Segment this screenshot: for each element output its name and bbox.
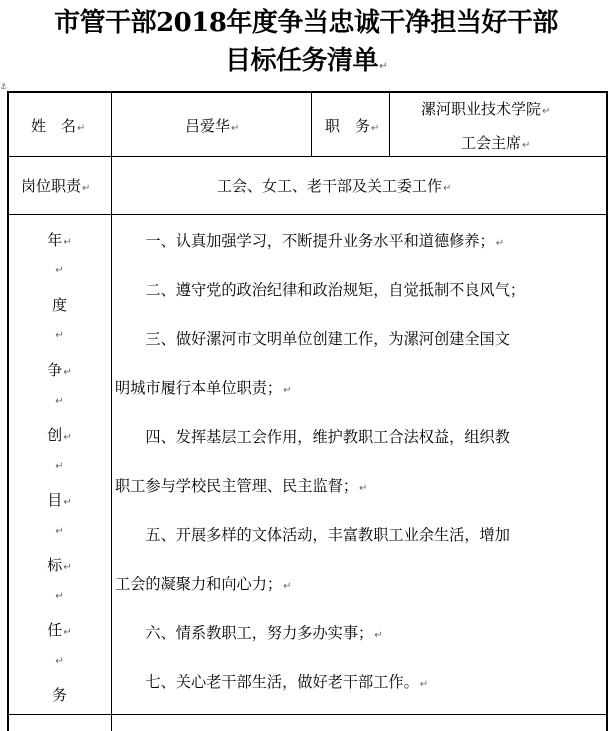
goal-item-2: 二、遵守党的政治纪律和政治规矩，自觉抵制不良风气； xyxy=(145,281,526,299)
position-label-cell xyxy=(325,115,379,136)
row-divider-2 xyxy=(7,214,608,215)
paragraph-mark-icon: ↵ xyxy=(55,265,64,276)
duty-value: 工会、女工、老干部及关工委工作 xyxy=(217,177,443,195)
column-divider-position xyxy=(389,91,390,156)
paragraph-mark-icon: ↵ xyxy=(55,461,64,472)
table-border-top xyxy=(7,91,608,93)
goals-label-char-5: 目↵ xyxy=(47,491,72,509)
row-divider-1 xyxy=(7,156,608,157)
task-table xyxy=(7,91,608,731)
paragraph-mark-icon: ↵ xyxy=(379,61,387,72)
anchor-mark-icon: ⚓ xyxy=(0,82,8,91)
paragraph-mark-icon: ↵ xyxy=(55,396,64,407)
goal-item-5-line2: 工会的凝聚力和向心力；↵ xyxy=(115,575,292,593)
duty-label: 岗位职责 xyxy=(21,177,82,195)
paragraph-mark-icon: ↵ xyxy=(55,656,64,667)
title-line1-text: 市管干部2018年度争当忠诚干净担当好干部 xyxy=(54,8,558,38)
position-label: 职 务 xyxy=(325,117,371,135)
paragraph-mark-icon: ↵ xyxy=(231,123,240,134)
duty-value-cell xyxy=(217,175,451,196)
document-title-line2 xyxy=(0,40,612,77)
goals-label-char-7: 任↵ xyxy=(47,621,72,639)
row-divider-3 xyxy=(7,714,608,715)
title-line2-text: 目标任务清单 xyxy=(225,46,379,76)
goals-label-char-1: 年↵ xyxy=(47,231,72,249)
goal-item-3-line1: 三、做好漯河市文明单位创建工作，为漯河创建全国文 xyxy=(145,330,510,348)
goal-item-6: 六、情系教职工，努力多办实事；↵ xyxy=(145,624,383,642)
goals-label-char-2: 度 xyxy=(51,296,67,314)
position-value-line2-cell xyxy=(461,132,530,153)
document-title-line1 xyxy=(0,2,612,39)
goal-item-3-line2: 明城市履行本单位职责；↵ xyxy=(115,379,292,397)
name-label: 姓 名 xyxy=(31,117,77,135)
position-value-line2: 工会主席 xyxy=(461,134,522,152)
goals-label-char-8: 务 xyxy=(51,686,67,704)
paragraph-mark-icon: ↵ xyxy=(55,330,64,341)
position-value-line1-cell xyxy=(421,98,550,119)
duty-label-cell xyxy=(21,175,90,196)
paragraph-mark-icon: ↵ xyxy=(82,183,91,194)
goal-item-4-line2: 职工参与学校民主管理、民主监督；↵ xyxy=(115,477,368,495)
goal-item-5-line1: 五、开展多样的文体活动，丰富教职工业余生活，增加 xyxy=(145,526,510,544)
paragraph-mark-icon: ↵ xyxy=(55,591,64,602)
name-value: 吕爱华 xyxy=(185,117,231,135)
goal-item-7: 七、关心老干部生活，做好老干部工作。↵ xyxy=(145,673,429,691)
paragraph-mark-icon: ↵ xyxy=(55,526,64,537)
position-value-line1: 漯河职业技术学院 xyxy=(421,100,542,118)
paragraph-mark-icon: ↵ xyxy=(77,123,86,134)
paragraph-mark-icon: ↵ xyxy=(443,183,452,194)
name-label-cell xyxy=(31,115,85,136)
goal-item-4-line1: 四、发挥基层工会作用，维护教职工合法权益，组织教 xyxy=(145,428,510,446)
goals-label-char-4: 创↵ xyxy=(47,426,72,444)
goals-label-char-3: 争↵ xyxy=(47,361,72,379)
column-divider-name xyxy=(311,91,312,156)
paragraph-mark-icon: ↵ xyxy=(542,106,551,117)
goal-item-1: 一、认真加强学习，不断提升业务水平和道德修养；↵ xyxy=(145,232,505,250)
paragraph-mark-icon: ↵ xyxy=(522,140,531,151)
paragraph-mark-icon: ↵ xyxy=(371,123,380,134)
name-value-cell xyxy=(185,115,239,136)
goals-label-char-6: 标↵ xyxy=(47,556,72,574)
